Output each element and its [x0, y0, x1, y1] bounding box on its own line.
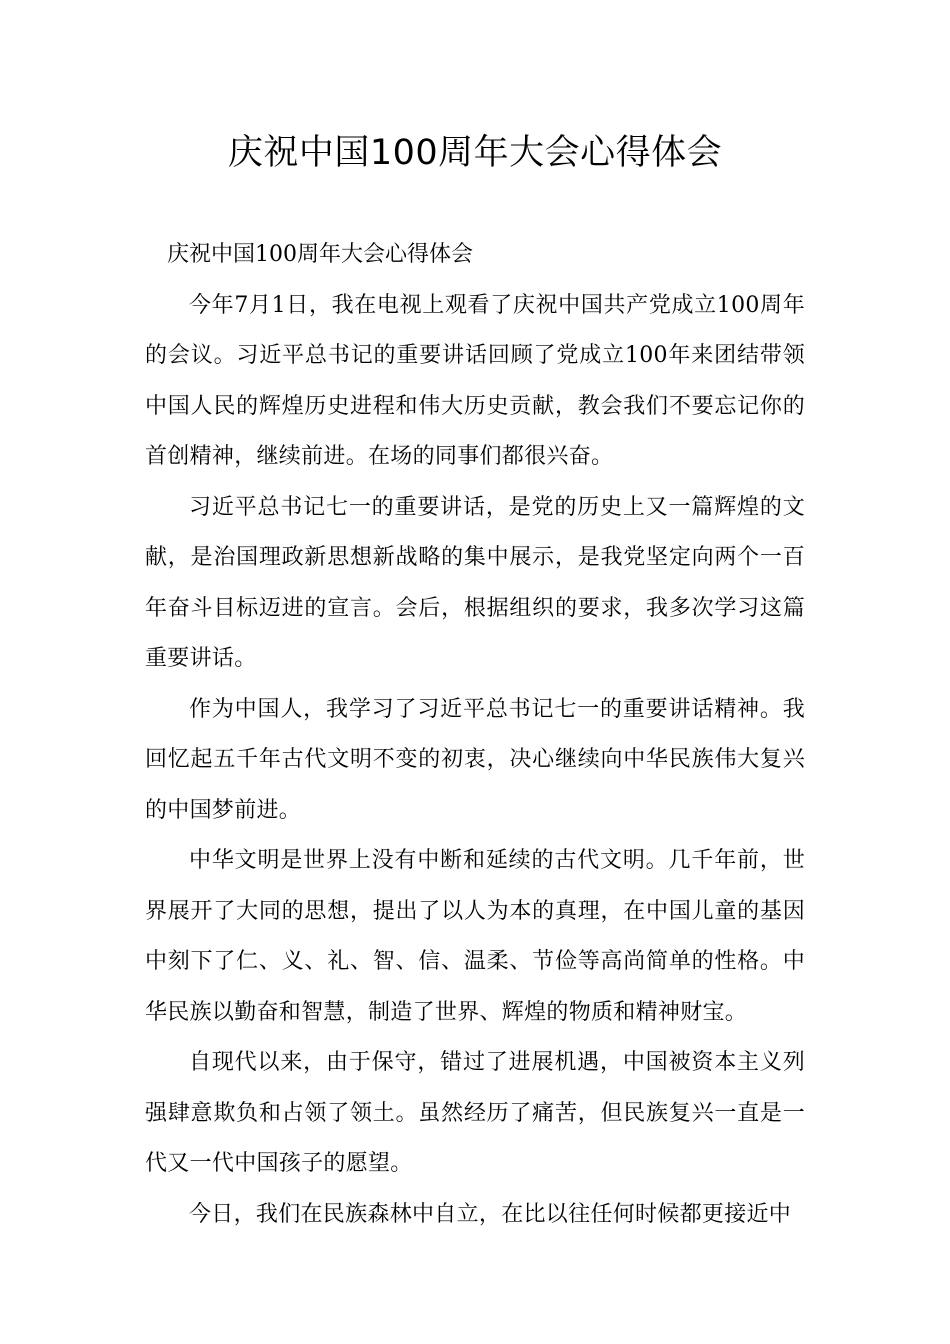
document-title: 庆祝中国100周年大会心得体会 — [227, 133, 723, 173]
paragraph: 作为中国人，我学习了习近平总书记七一的重要讲话精神。我回忆起五千年古代文明不变的初衷，决心继续向中华民族伟大复兴的中国梦前进。 — [145, 696, 805, 823]
paragraph: 习近平总书记七一的重要讲话，是党的历史上又一篇辉煌的文献，是治国理政新思想新战略的集中展示，是我党坚定向两个一百年奋斗目标迈进的宣言。会后，根据组织的要求，我多次学习这篇重要讲话。 — [145, 494, 805, 671]
paragraph: 今日，我们在民族森林中自立，在比以往任何时候都更接近中 — [189, 1201, 792, 1227]
paragraph: 今年7月1日，我在电视上观看了庆祝中国共产党成立100周年的会议。习近平总书记的重要讲话回顾了党成立100年来团结带领中国人民的辉煌历史进程和伟大历史贡献，教会我们不要忘记你的首创精神，继续前进。在场的同事们都很兴奋。 — [145, 292, 805, 469]
paragraph: 自现代以来，由于保守，错过了进展机遇，中国被资本主义列强肆意欺负和占领了领土。虽然经历了痛苦，但民族复兴一直是一代又一代中国孩子的愿望。 — [145, 1050, 805, 1176]
document-subtitle: 庆祝中国100周年大会心得体会 — [167, 242, 473, 267]
document-body — [145, 230, 805, 1240]
paragraph: 中华文明是世界上没有中断和延续的古代文明。几千年前，世界展开了大同的思想，提出了以人为本的真理，在中国儿童的基因中刻下了仁、义、礼、智、信、温柔、节俭等高尚简单的性格。中华民族以勤奋和智慧，制造了世界、辉煌的物质和精神财宝。 — [145, 848, 805, 1025]
